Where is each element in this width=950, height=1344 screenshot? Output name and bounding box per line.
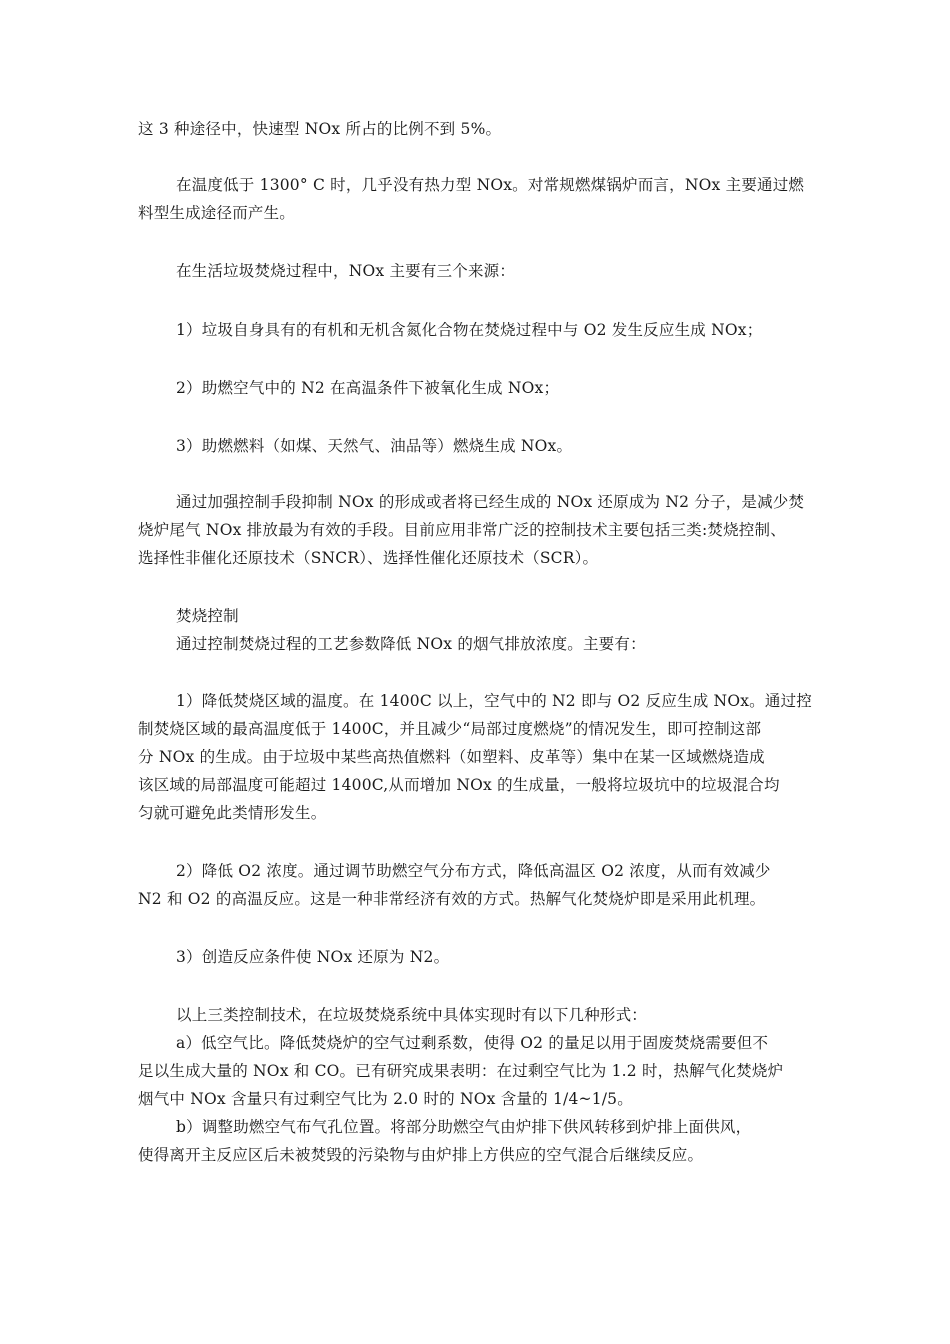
text-line-2: 在温度低于 1300° C 时，几乎没有热力型 NOx。对常规燃煤锅炉而言，NOx 主要通过燃 [176, 176, 805, 194]
text-line-21: 以上三类控制技术，在垃圾焚烧系统中具体实现时有以下几种形式： [176, 1006, 648, 1024]
text-line-7: 3）助燃燃料（如煤、天然气、油品等）燃烧生成 NOx。 [176, 437, 573, 455]
text-line-4: 在生活垃圾焚烧过程中，NOx 主要有三个来源： [176, 262, 516, 280]
text-line-14: 制焚烧区域的最高温度低于 1400C，并且减少“局部过度燃烧”的情况发生，即可控制这部 [138, 720, 762, 738]
text-line-12: 通过控制焚烧过程的工艺参数降低 NOx 的烟气排放浓度。主要有： [176, 635, 646, 653]
text-line-9: 烧炉尾气 NOx 排放最为有效的手段。目前应用非常广泛的控制技术主要包括三类:焚烧控制、 [138, 521, 786, 539]
text-line-8: 通过加强控制手段抑制 NOx 的形成或者将已经生成的 NOx 还原成为 N2 分子，是减少焚 [176, 493, 805, 511]
text-line-23: 足以生成大量的 NOx 和 CO。已有研究成果表明：在过剩空气比为 1.2 时，热解气化焚烧炉 [138, 1062, 784, 1080]
text-line-5: 1）垃圾自身具有的有机和无机含氮化合物在焚烧过程中与 O2 发生反应生成 NOx； [176, 321, 763, 339]
text-line-15: 分 NOx 的生成。由于垃圾中某些高热值燃料（如塑料、皮革等）集中在某一区域燃烧造成 [138, 748, 765, 766]
text-line-3: 料型生成途径而产生。 [138, 204, 296, 222]
text-line-13: 1）降低焚烧区域的温度。在 1400C 以上，空气中的 N2 即与 O2 反应生成 NOx。通过控 [176, 692, 812, 710]
text-line-22: a）低空气比。降低焚烧炉的空气过剩系数，使得 O2 的量足以用于固废焚烧需要但不 [176, 1034, 769, 1052]
text-line-24: 烟气中 NOx 含量只有过剩空气比为 2.0 时的 NOx 含量的 1/4~1/5。 [138, 1090, 633, 1108]
text-line-1: 这 3 种途径中，快速型 NOx 所占的比例不到 5%。 [138, 120, 502, 138]
text-line-16: 该区域的局部温度可能超过 1400C,从而增加 NOx 的生成量，一般将垃圾坑中的垃圾混合均 [138, 776, 780, 794]
text-line-10: 选择性非催化还原技术（SNCR）、选择性催化还原技术（SCR）。 [138, 549, 599, 567]
text-line-20: 3）创造反应条件使 NOx 还原为 N2。 [176, 948, 450, 966]
text-line-26: 使得离开主反应区后未被焚毁的污染物与由炉排上方供应的空气混合后继续反应。 [138, 1146, 704, 1164]
text-line-25: b）调整助燃空气布气孔位置。将部分助燃空气由炉排下供风转移到炉排上面供风， [176, 1118, 752, 1136]
text-line-19: N2 和 O2 的高温反应。这是一种非常经济有效的方式。热解气化焚烧炉即是采用此机理。 [138, 890, 766, 908]
text-line-18: 2）降低 O2 浓度。通过调节助燃空气分布方式，降低高温区 O2 浓度，从而有效减少 [176, 862, 771, 880]
section-heading: 焚烧控制 [176, 607, 239, 625]
text-line-6: 2）助燃空气中的 N2 在高温条件下被氧化生成 NOx； [176, 379, 560, 397]
text-line-17: 匀就可避免此类情形发生。 [138, 804, 327, 822]
